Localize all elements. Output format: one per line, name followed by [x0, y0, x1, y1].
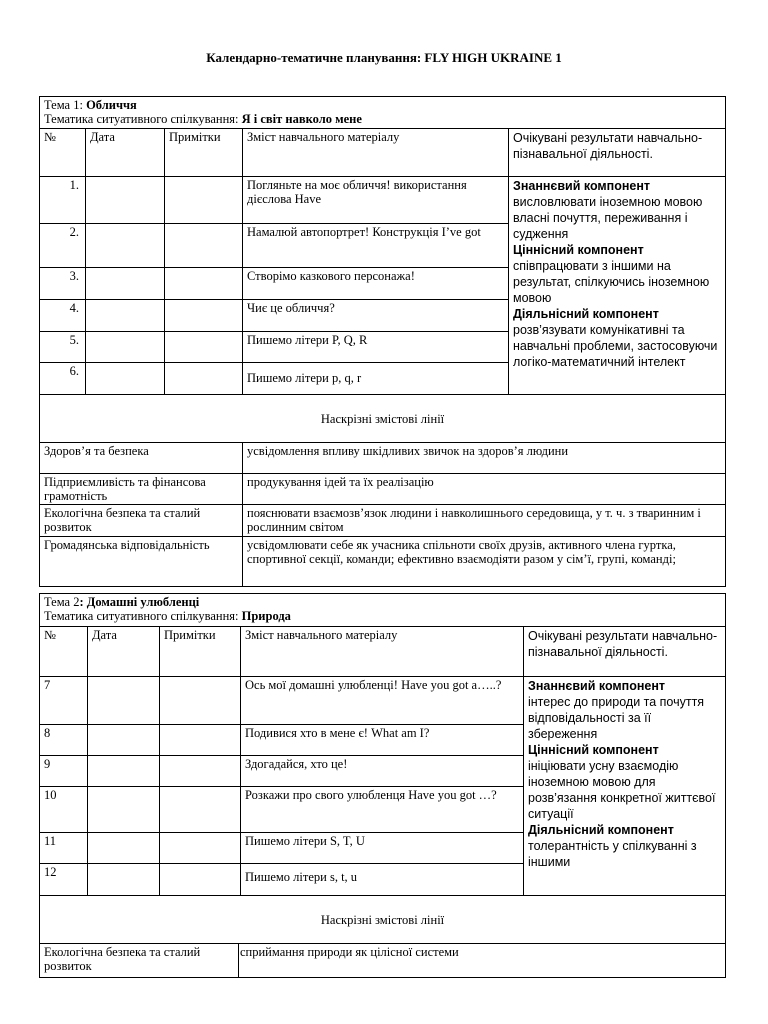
topic-1-name: Обличчя — [86, 98, 137, 112]
lesson-row: 5. Пишемо літери P, Q, R — [40, 332, 726, 363]
lesson-row: 9 Здогадайся, хто це! — [40, 756, 726, 787]
cross-line-row: Здоров’я та безпека усвідомлення впливу шкідливих звичок на здоров’я людини — [40, 443, 726, 474]
cross-line-row: Громадянська відповідальність усвідомлювати себе як учасника спільноти своїх друзів, активного члена гуртка, спортивної секції, команди; ефективно взаємодіяти разом у сім’ї, групі, команді; — [40, 537, 726, 587]
expected-results-1: Знаннєвий компонент висловлювати іноземною мовою власні почуття, переживання і судження Ціннісний компонент співпрацювати з іншими на результат, спілкуючись іноземною мовою Діяльнісний компонент розв’язувати комунікативні та навчальні проблеми, застосовуючи логіко-математичний інтелект — [509, 177, 726, 395]
column-header-row: № Дата Примітки Зміст навчального матеріалу Очікувані результати навчально-пізнавальної діяльності. — [40, 627, 726, 677]
topic-1-situation: Я і світ навколо мене — [241, 112, 362, 126]
cross-line-row: Підприємливість та фінансова грамотність продукування ідей та їх реалізацію — [40, 474, 726, 505]
lesson-row: 4. Чиє це обличчя? — [40, 300, 726, 332]
lesson-row: 8 Подивися хто в мене є! What am I? — [40, 725, 726, 756]
document-title: Календарно-тематичне планування: FLY HIGH UKRAINE 1 — [206, 50, 562, 65]
topic-1-header: Тема 1: Обличчя Тематика ситуативного спілкування: Я і світ навколо мене — [40, 97, 726, 129]
topic-1-table — [39, 96, 725, 587]
topic-2-situation: Природа — [241, 609, 291, 623]
cross-lines-heading: Наскрізні змістові лінії — [40, 395, 726, 443]
lesson-row: 12 Пишемо літери s, t, u — [40, 864, 726, 896]
lesson-row: 3. Створімо казкового персонажа! — [40, 268, 726, 300]
cross-line-row: Екологічна безпека та сталий розвиток пояснювати взаємозв’язок людини і навколишнього середовища, у т. ч. з тваринним і рослинним світом — [40, 505, 726, 537]
lesson-row: 1. Погляньте на моє обличчя! використання дієслова Have Знаннєвий компонент висловлювати іноземною мовою власні почуття, переживання і судження Ціннісний компонент співпрацювати з іншими на результат, спілкуючись іноземною мовою Діяльнісний компонент розв’язувати комунікативні та навчальні проблеми, застосовуючи логіко-математичний інтелект — [40, 177, 726, 224]
lesson-row: 2. Намалюй автопортрет! Конструкція I’ve got — [40, 224, 726, 268]
column-header-row: № Дата Примітки Зміст навчального матеріалу Очікувані результати навчально-пізнавальної діяльності. — [40, 129, 726, 177]
lesson-row: 10 Розкажи про свого улюбленця Have you got …? — [40, 787, 726, 833]
topic-2-table — [39, 593, 725, 978]
lesson-row: 6. Пишемо літери p, q, r — [40, 363, 726, 395]
lesson-row: 7 Ось мої домашні улюбленці! Have you got a…..? Знаннєвий компонент інтерес до природи та почуття відповідальності за її збереження Ціннісний компонент ініціювати усну взаємодію іноземною мовою для розв’язання конкретної життєвої ситуації Діяльнісний компонент толерантність у спілкуванні з іншими — [40, 677, 726, 725]
cross-line-row: Екологічна безпека та сталий розвиток сприймання природи як цілісної системи — [40, 944, 726, 978]
topic-2-header: Тема 2: Домашні улюбленці Тематика ситуативного спілкування: Природа — [40, 594, 726, 627]
topic-2-name: : Домашні улюбленці — [79, 595, 200, 609]
cross-lines-heading: Наскрізні змістові лінії — [40, 896, 726, 944]
lesson-row: 11 Пишемо літери S, T, U — [40, 833, 726, 864]
expected-results-2: Знаннєвий компонент інтерес до природи та почуття відповідальності за її збереження Ціннісний компонент ініціювати усну взаємодію іноземною мовою для розв’язання конкретної життєвої ситуації Діяльнісний компонент толерантність у спілкуванні з іншими — [524, 677, 726, 896]
